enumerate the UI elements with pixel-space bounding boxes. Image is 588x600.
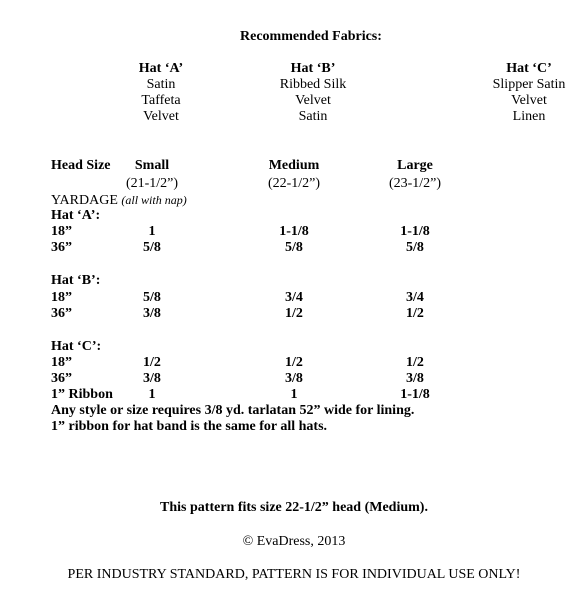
row-label: 36” bbox=[51, 371, 72, 386]
fabric-column-heading: Hat ‘C’ bbox=[506, 61, 552, 76]
fabric-column-hat-b bbox=[258, 61, 368, 125]
yardage-cell: 1/2 bbox=[285, 355, 303, 370]
page-title: Recommended Fabrics: bbox=[240, 29, 382, 44]
yardage-cell: 1-1/8 bbox=[400, 224, 430, 239]
yardage-cell: 1 bbox=[148, 387, 156, 402]
yardage-title: YARDAGE bbox=[51, 193, 118, 208]
size-small-heading: Small bbox=[134, 158, 170, 173]
yardage-cell: 1/2 bbox=[406, 355, 424, 370]
fabric-item: Linen bbox=[512, 109, 546, 124]
yardage-note: (all with nap) bbox=[121, 193, 187, 207]
fit-note: This pattern fits size 22-1/2” head (Medium). bbox=[160, 500, 428, 515]
row-label: 18” bbox=[51, 290, 72, 305]
yardage-label bbox=[51, 192, 187, 209]
row-label: 18” bbox=[51, 355, 72, 370]
yardage-cell: 3/8 bbox=[143, 306, 161, 321]
fabric-column-heading: Hat ‘B’ bbox=[290, 61, 336, 76]
yardage-cell: 3/4 bbox=[285, 290, 303, 305]
hat-b-heading: Hat ‘B’: bbox=[51, 273, 101, 288]
size-large-heading: Large bbox=[397, 158, 433, 173]
hat-a-heading: Hat ‘A’: bbox=[51, 208, 101, 223]
yardage-cell: 3/4 bbox=[406, 290, 424, 305]
yardage-cell: 5/8 bbox=[143, 290, 161, 305]
yardage-cell: 1-1/8 bbox=[279, 224, 309, 239]
fabric-item: Slipper Satin bbox=[492, 77, 566, 92]
yardage-cell: 5/8 bbox=[406, 240, 424, 255]
yardage-cell: 3/8 bbox=[143, 371, 161, 386]
row-label: 36” bbox=[51, 306, 72, 321]
size-medium-heading: Medium bbox=[268, 158, 320, 173]
row-label: 18” bbox=[51, 224, 72, 239]
head-size-label: Head Size bbox=[51, 158, 111, 173]
fabric-item: Ribbed Silk bbox=[279, 77, 347, 92]
fabric-item: Velvet bbox=[143, 109, 179, 124]
size-small-measure: (21-1/2”) bbox=[125, 176, 179, 191]
hat-c-heading: Hat ‘C’: bbox=[51, 339, 102, 354]
disclaimer: PER INDUSTRY STANDARD, PATTERN IS FOR INDIVIDUAL USE ONLY! bbox=[67, 567, 521, 582]
yardage-cell: 1-1/8 bbox=[400, 387, 430, 402]
yardage-cell: 3/8 bbox=[406, 371, 424, 386]
copyright: © EvaDress, 2013 bbox=[242, 534, 346, 549]
ribbon-note: 1” ribbon for hat band is the same for all hats. bbox=[51, 419, 328, 434]
fabric-column-heading: Hat ‘A’ bbox=[138, 61, 184, 76]
fabric-item: Satin bbox=[146, 77, 176, 92]
yardage-cell: 5/8 bbox=[285, 240, 303, 255]
fabric-column-hat-a bbox=[106, 61, 216, 125]
yardage-cell: 5/8 bbox=[143, 240, 161, 255]
yardage-cell: 3/8 bbox=[285, 371, 303, 386]
row-label: 36” bbox=[51, 240, 72, 255]
yardage-cell: 1 bbox=[290, 387, 298, 402]
yardage-cell: 1/2 bbox=[143, 355, 161, 370]
yardage-cell: 1/2 bbox=[406, 306, 424, 321]
size-large-measure: (23-1/2”) bbox=[388, 176, 442, 191]
row-label: 1” Ribbon bbox=[51, 387, 113, 402]
fabric-item: Velvet bbox=[295, 93, 331, 108]
yardage-cell: 1 bbox=[148, 224, 156, 239]
yardage-cell: 1/2 bbox=[285, 306, 303, 321]
fabric-item: Taffeta bbox=[141, 93, 181, 108]
fabric-item: Satin bbox=[298, 109, 328, 124]
fabric-column-hat-c bbox=[474, 61, 584, 125]
size-medium-measure: (22-1/2”) bbox=[267, 176, 321, 191]
fabric-item: Velvet bbox=[511, 93, 547, 108]
lining-note: Any style or size requires 3/8 yd. tarlatan 52” wide for lining. bbox=[51, 403, 415, 418]
